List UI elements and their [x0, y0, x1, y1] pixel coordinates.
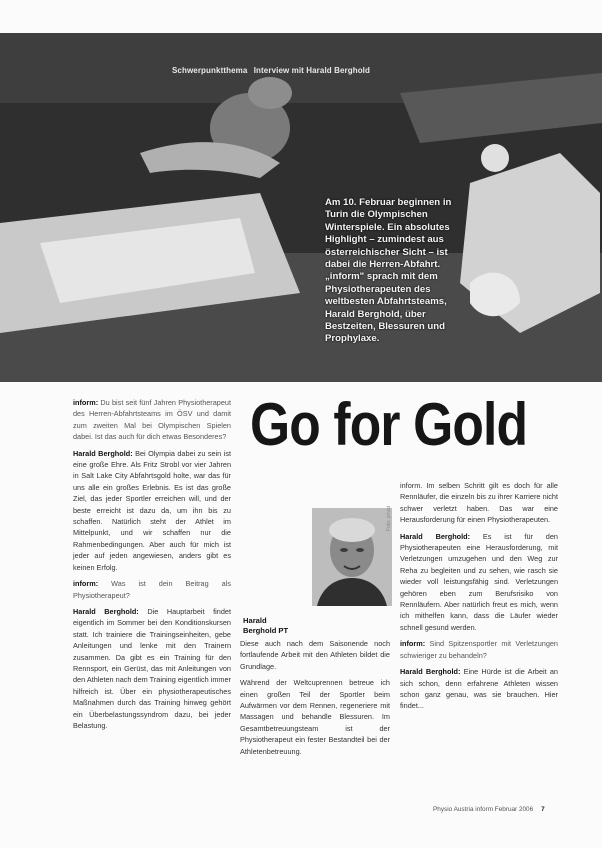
paragraph-text: Sind Spitzensportler mit Verletzungen schwieriger zu behandeln? — [400, 639, 558, 660]
paragraph-text: Die Hauptarbeit findet eigentlich im Sommer bei den Konditionskursen statt. Ich trainiere die Trainingseinheiten, gebe Anleitungen und lenke mit den Trainern zusammen. Da gibt es ein Training für den Rennsport, ein Gerüst, das mit Anleitungen von den Athleten nach dem Training eigentlich immer hilfreich ist. Über ein physiotherapeutisches Maßnahmen durch das Training hinweg gehört ein Überbelastungssyndrom dazu, bei jeder Belastung. — [73, 606, 231, 730]
paragraph-text: Eine Hürde ist die Arbeit an sich schon, denn erfahrene Athleten wissen schon ganz genau, was sie brauchen. Hier findet... — [400, 667, 558, 711]
paragraph — [240, 677, 390, 757]
paragraph — [400, 480, 558, 526]
portrait-name: Harald Berghold PT — [243, 616, 289, 635]
paragraph — [73, 606, 231, 731]
section-header — [172, 66, 370, 75]
portrait-photo — [312, 508, 392, 606]
paragraph — [400, 666, 558, 712]
speaker: inform: — [73, 579, 99, 589]
paragraph-text: Du bist seit fünf Jahren Physiotherapeut des Herren-Abfahrtsteams im ÖSV und damit zum zweiten Mal bei Olympischen Spielen dabei. Ist das auch für dich etwas Besonderes? — [73, 398, 231, 442]
paragraph — [73, 578, 231, 601]
photo-illustration — [0, 33, 602, 382]
article-title: Go for Gold — [250, 391, 528, 458]
speaker: inform: — [73, 398, 99, 407]
photo-caption: Am 10. Februar beginnen in Turin die Olympischen Winterspiele. Ein absolutes Highlight – zumindest aus österreichischer Sicht – ist dabei die Herren-Abfahrt. „inform" sprach mit dem Physiotherapeuten des weltbesten Abfahrtsteams, Harald Berghold, über Bestzeiten, Blessuren und Prophylaxe. — [325, 197, 452, 345]
paragraph — [400, 638, 558, 661]
paragraph — [73, 397, 231, 443]
middle-column — [240, 638, 390, 762]
left-column — [73, 397, 231, 736]
speaker: Harald Berghold: — [400, 667, 461, 677]
right-column — [400, 480, 558, 717]
speaker: inform: — [400, 639, 426, 649]
photo-credit: Foto: privat — [386, 506, 392, 532]
paragraph — [240, 638, 390, 672]
paragraph-text: Was ist dein Beitrag als Physiotherapeut? — [73, 579, 231, 600]
header-photo — [0, 33, 602, 382]
section-topic: Schwerpunktthema — [172, 66, 248, 75]
paragraph — [400, 531, 558, 634]
footer-text: Physio Austria inform Februar 2006 — [433, 806, 534, 813]
paragraph-text: Diese auch nach dem Saisonende noch fortlaufende Arbeit mit den Athleten bildet die Grundlage. — [240, 639, 390, 671]
page-footer — [433, 806, 545, 813]
paragraph-text: Während der Weltcuprennen betreue ich einen großen Teil der Sportler beim Aufwärmen vor dem Rennen, regeneriere mit Massagen und behandle Blessuren. Im Gesamtbetreuungsteam ist der Physiotherapeut ein fester Bestandteil bei der Athletenbetreuung. — [240, 678, 390, 756]
portrait-illustration — [312, 508, 392, 606]
page-number: 7 — [541, 806, 545, 813]
speaker: Harald Berghold: — [73, 606, 139, 616]
speaker: Harald Berghold: — [73, 448, 133, 458]
paragraph — [73, 448, 231, 573]
speaker: Harald Berghold: — [400, 531, 471, 541]
section-title: Interview mit Harald Berghold — [253, 66, 370, 75]
paragraph-text: Bei Olympia dabei zu sein ist eine große Ehre. Als Fritz Strobl vor vier Jahren in Salt Lake City Abfahrtsgold holte, war das für uns alle ein großes Erlebnis. Es ist das große Ziel, das jeder Sportler erreichen will, und der beste erreicht ist dazu da, um ihn bis zu schaffen. Natürlich steht der Athlet im Mittelpunkt, und wir schaffen nur die Rahmenbedingungen. Aber auch für mich ist jeder auf jeden angewiesen, anders gibt es keinen Erfolg. — [73, 448, 231, 572]
paragraph-text: inform. Im selben Schritt gilt es doch für alle Rennläufer, die einzeln bis zu ihrer Karriere nicht schwer verletzt haben. Das war eine Herausforderung für einen Physiotherapeuten. — [400, 481, 558, 525]
paragraph-text: Es ist für den Physiotherapeuten eine Herausforderung, mit Verletzungen umzugehen und den Weg zur Reha zu begleiten und zu sehen, wie rasch sie wieder voll leistungsfähig sind. Verletzungen gehören eben zum Berufsrisiko von Rennläufern. Aber natürlich freut es mich, wenn ich mithelfen kann, dass die Läufer wieder schnell gesund werden. — [400, 531, 558, 632]
